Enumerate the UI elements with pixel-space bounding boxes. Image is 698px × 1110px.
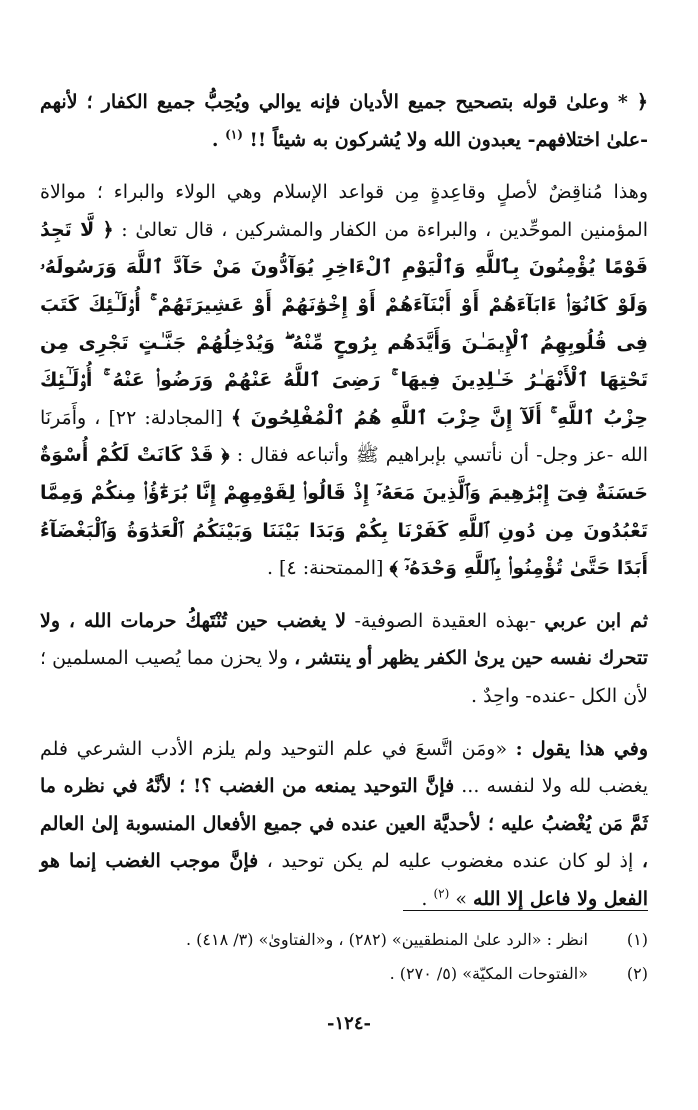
footnote-1-text: انظر : «الرد علىٰ المنطقيين» (٢٨٢) ، و«الفتاوىٰ» (٣/ ٤١٨) . [185, 930, 588, 949]
footnote-marker-1: (١) [225, 127, 243, 142]
verse-reference-mujadila: [المجادلة: ٢٢] ، [94, 406, 223, 429]
paragraph-1-end: . [211, 128, 219, 151]
paragraph-3 [40, 603, 648, 716]
footnote-2-number: (٢) [626, 964, 648, 983]
paragraph-3-mid: -بهذه العقيدة الصوفية- [346, 609, 536, 632]
paragraph-4-end: . [421, 887, 428, 910]
footnote-1 [40, 923, 648, 957]
quran-verse-mujadila: ﴿ لَّا تَجِدُ قَوْمًا يُؤْمِنُونَ بِٱللَّهِ وَٱلْيَوْمِ ٱلْءَاخِرِ يُوَآدُّونَ مَنْ حَآدَّ ٱللَّهَ وَرَسُولَهُۥ وَلَوْ كَانُوٓا۟ ءَابَآءَهُمْ أَوْ أَبْنَآءَهُمْ أَوْ إِخْوَٰنَهُمْ أَوْ عَشِيرَتَهُمْ ۚ أُو۟لَـٰٓئِكَ كَتَبَ فِى قُلُوبِهِمُ ٱلْإِيمَـٰنَ وَأَيَّدَهُم بِرُوحٍ مِّنْهُ ۖ وَيُدْخِلُهُمْ جَنَّـٰتٍ تَجْرِى مِن تَحْتِهَا ٱلْأَنْهَـٰرُ خَـٰلِدِينَ فِيهَا ۚ رَضِىَ ٱللَّهُ عَنْهُمْ وَرَضُوا۟ عَنْهُ ۚ أُو۟لَـٰٓئِكَ حِزْبُ ٱللَّهِ ۚ أَلَآ إِنَّ حِزْبَ ٱللَّهِ هُمُ ٱلْمُفْلِحُونَ ﴾ [40, 218, 648, 429]
paragraph-4-close: » [449, 887, 467, 910]
paragraph-4-bold-b: فإنَّ التوحيد يمنعه من الغضب ؟! ؛ لأنَّهُ في نظره ما ثَمَّ مَن يُغْضبُ عليه ؛ لأحديَّة العين عنده في جميع الأفعال المنسوبة إلىٰ العالم ، [40, 775, 648, 873]
page-number: -١٢٤- [327, 1013, 371, 1034]
footnote-marker-2: (٢) [433, 886, 450, 901]
paragraph-4-quote-a: «ومَن اتَّسعَ في علم التوحيد ولم يلزم الأدب الشرعي فلم يغضب لله ولا لنفسه ... [40, 737, 648, 798]
footnote-2-text: «الفتوحات المكيّة» (٥/ ٢٧٠) . [389, 964, 588, 983]
paragraph-3-bold: لا يغضب حين تُنْتَهكُ حرمات الله ، ولا تتحرك نفسه حين يرىٰ الكفر يظهر أو ينتشر ، [40, 609, 649, 670]
paragraph-4-quote-c: إذ لو كان عنده مغضوب عليه لم يكن توحيد ، [258, 850, 634, 873]
paragraph-4 [40, 731, 648, 919]
paragraph-2-mid: وأَمَرنَا الله -عز وجل- أن نأتسي بإبراهيم ﷺ وأتباعه فقال : [40, 406, 648, 467]
paragraph-3-lead: ثم ابن عربي [544, 609, 648, 632]
paragraph-2 [40, 174, 648, 588]
quran-verse-mumtahana: ﴿ قَدْ كَانَتْ لَكُمْ أُسْوَةٌ حَسَنَةٌ فِىٓ إِبْرَٰهِيمَ وَٱلَّذِينَ مَعَهُۥٓ إِذْ قَالُوا۟ لِقَوْمِهِمْ إِنَّا بُرَءَٰٓؤُا۟ مِنكُمْ وَمِمَّا تَعْبُدُونَ مِن دُونِ ٱللَّهِ كَفَرْنَا بِكُمْ وَبَدَا بَيْنَنَا وَبَيْنَكُمُ ٱلْعَدَٰوَةُ وَٱلْبَغْضَآءُ أَبَدًا حَتَّىٰ تُؤْمِنُوا۟ بِٱللَّهِ وَحْدَهُۥٓ ﴾ [40, 444, 648, 580]
footnote-divider [403, 910, 648, 911]
footnote-1-number: (١) [626, 930, 648, 949]
paragraph-1-line-1: ﴿ * وعلىٰ قوله بتصحيح جميع الأديان فإنه يوالي ويُحِبُّ جميع الكفار ؛ [86, 91, 649, 113]
paragraph-4-bold-d: فإنَّ موجب الغضب إنما هو الفعل ولا فاعل إلا الله [40, 850, 648, 910]
paragraph-3-tail: ولا يحزن مما يُصيب المسلمين ؛ لأن الكل -عنده- واحِدٌ . [40, 647, 648, 707]
footnote-2 [40, 957, 648, 991]
paragraph-1 [40, 84, 648, 159]
paragraph-1-line-2: لأنهم -علىٰ اختلافهم- يعبدون الله ولا يُشركون به شيئاً !! [40, 91, 648, 151]
verse-reference-mumtahana: [الممتحنة: ٤] . [266, 557, 384, 580]
footnotes [40, 923, 648, 991]
paragraph-2-intro: وهذا مُناقِضٌ لأصلٍ وقاعِدةٍ مِن قواعد الإسلام وهي الولاء والبراء ؛ موالاة المؤمنين الموحِّدين ، والبراءة من الكفار والمشركين ، قال تعالىٰ : [40, 181, 648, 241]
paragraph-4-lead: وفي هذا يقول : [515, 737, 648, 760]
